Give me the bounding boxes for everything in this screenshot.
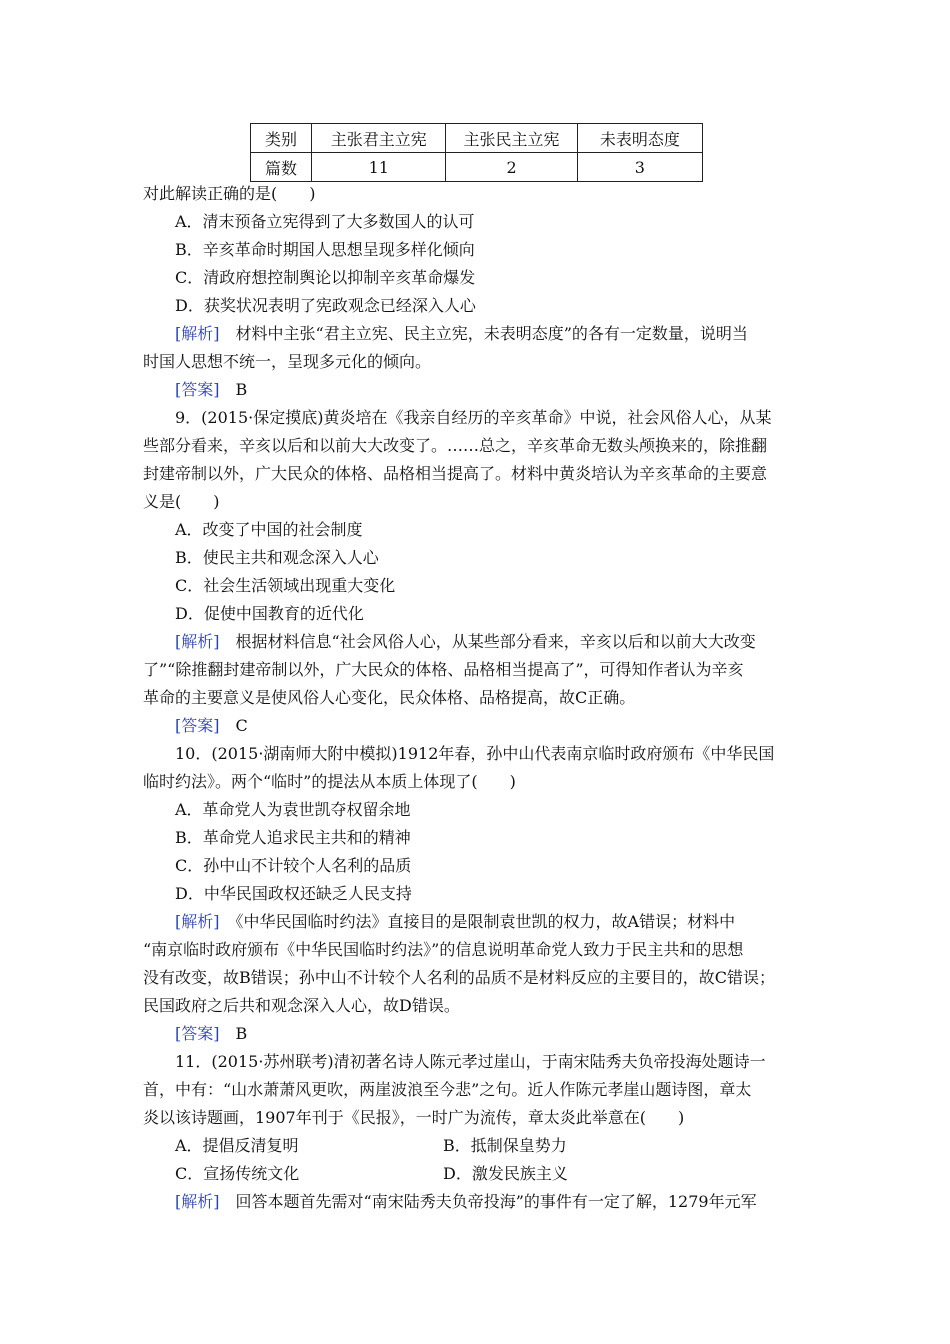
question-stem: 炎以该诗题画，1907年刊于《民报》，一时广为流传，章太炎此举意在( ) [143, 1108, 685, 1127]
analysis-tag: [解析] [175, 324, 220, 343]
answer-tag: [答案] [175, 1024, 220, 1043]
option-d: D．中华民国政权还缺乏人民支持 [175, 884, 412, 903]
table-cell: 未表明态度 [577, 124, 702, 153]
option-b: B．革命党人追求民主共和的精神 [175, 828, 411, 847]
question-stem: 义是( ) [143, 492, 220, 511]
option-c: C．社会生活领域出现重大变化 [175, 576, 396, 595]
option-b: B．使民主共和观念深入人心 [175, 548, 379, 567]
table-cell: 类别 [251, 124, 312, 153]
answer-value: B [235, 380, 248, 399]
analysis-line [175, 631, 756, 653]
question-stem: 封建帝制以外，广大民众的体格、品格相当提高了。材料中黄炎培认为辛亥革命的主要意 [143, 464, 768, 483]
table-cell: 篇数 [251, 153, 312, 182]
analysis-text: 《中华民国临时约法》直接目的是限制袁世凯的权力，故A错误；材料中 [235, 912, 736, 931]
question-stem: 对此解读正确的是( ) [143, 184, 316, 203]
table-row [251, 153, 703, 182]
question-stem: 10．(2015·湖南师大附中模拟)1912年春，孙中山代表南京临时政府颁布《中华民国 [175, 744, 775, 763]
option-c: C．孙中山不计较个人名利的品质 [175, 856, 412, 875]
table-header-row [251, 124, 703, 153]
analysis-text: 时国人思想不统一，呈现多元化的倾向。 [143, 352, 432, 371]
question-stem: 临时约法》。两个“临时”的提法从本质上体现了( ) [143, 772, 516, 791]
analysis-line [175, 1191, 757, 1213]
analysis-text: 了”“除推翻封建帝制以外，广大民众的体格、品格相当提高了”，可得知作者认为辛亥 [143, 660, 744, 679]
table-cell: 主张民主立宪 [446, 124, 577, 153]
question-stem: 些部分看来，辛亥以后和以前大大改变了。……总之，辛亥革命无数头颅换来的，除推翻 [143, 436, 768, 455]
option-b: B．辛亥革命时期国人思想呈现多样化倾向 [175, 240, 475, 259]
option-a: A．清末预备立宪得到了大多数国人的认可 [175, 212, 475, 231]
table-cell: 11 [312, 153, 446, 182]
analysis-text: 根据材料信息“社会风俗人心，从某些部分看来，辛亥以后和以前大大改变 [235, 632, 756, 651]
data-table [250, 123, 703, 182]
question-stem: 首，中有：“山水萧萧风更吹，两崖波浪至今悲”之句。近人作陈元孝崖山题诗图，章太 [143, 1080, 752, 1099]
option-d: D．促使中国教育的近代化 [175, 604, 364, 623]
question-stem: 11．(2015·苏州联考)清初著名诗人陈元孝过崖山，于南宋陆秀夫负帝投海处题诗一 [175, 1052, 766, 1071]
answer-line [175, 379, 247, 401]
analysis-text: 没有改变，故B错误；孙中山不计较个人名利的品质不是材料反应的主要目的，故C错误； [143, 968, 776, 987]
answer-tag: [答案] [175, 380, 220, 399]
analysis-line [175, 911, 735, 933]
option-d: D．激发民族主义 [443, 1164, 568, 1183]
option-c: C．宣扬传统文化 [175, 1164, 300, 1183]
option-a: A．提倡反清复明 [175, 1136, 299, 1155]
option-c: C．清政府想控制舆论以抑制辛亥革命爆发 [175, 268, 476, 287]
answer-line [175, 715, 248, 737]
analysis-tag: [解析] [175, 632, 220, 651]
analysis-tag: [解析] [175, 912, 220, 931]
analysis-line [175, 323, 748, 345]
analysis-text: 革命的主要意义是使风俗人心变化，民众体格、品格提高，故C正确。 [143, 688, 636, 707]
question-stem: 9．(2015·保定摸底)黄炎培在《我亲自经历的辛亥革命》中说，社会风俗人心，从某 [175, 408, 772, 427]
table-cell: 主张君主立宪 [312, 124, 446, 153]
analysis-text: 民国政府之后共和观念深入人心，故D错误。 [143, 996, 460, 1015]
option-a: A．革命党人为袁世凯夺权留余地 [175, 800, 411, 819]
option-b: B．抵制保皇势力 [443, 1136, 567, 1155]
table-cell: 2 [446, 153, 577, 182]
answer-value: C [235, 716, 248, 735]
answer-line [175, 1023, 247, 1045]
answer-value: B [235, 1024, 248, 1043]
analysis-text: 回答本题首先需对“南宋陆秀夫负帝投海”的事件有一定了解，1279年元军 [235, 1192, 757, 1211]
analysis-tag: [解析] [175, 1192, 220, 1211]
option-a: A．改变了中国的社会制度 [175, 520, 363, 539]
analysis-text: 材料中主张“君主立宪、民主立宪，未表明态度”的各有一定数量，说明当 [235, 324, 748, 343]
option-d: D．获奖状况表明了宪政观念已经深入人心 [175, 296, 476, 315]
table-cell: 3 [577, 153, 702, 182]
analysis-text: “南京临时政府颁布《中华民国临时约法》”的信息说明革命党人致力于民主共和的思想 [143, 940, 744, 959]
answer-tag: [答案] [175, 716, 220, 735]
